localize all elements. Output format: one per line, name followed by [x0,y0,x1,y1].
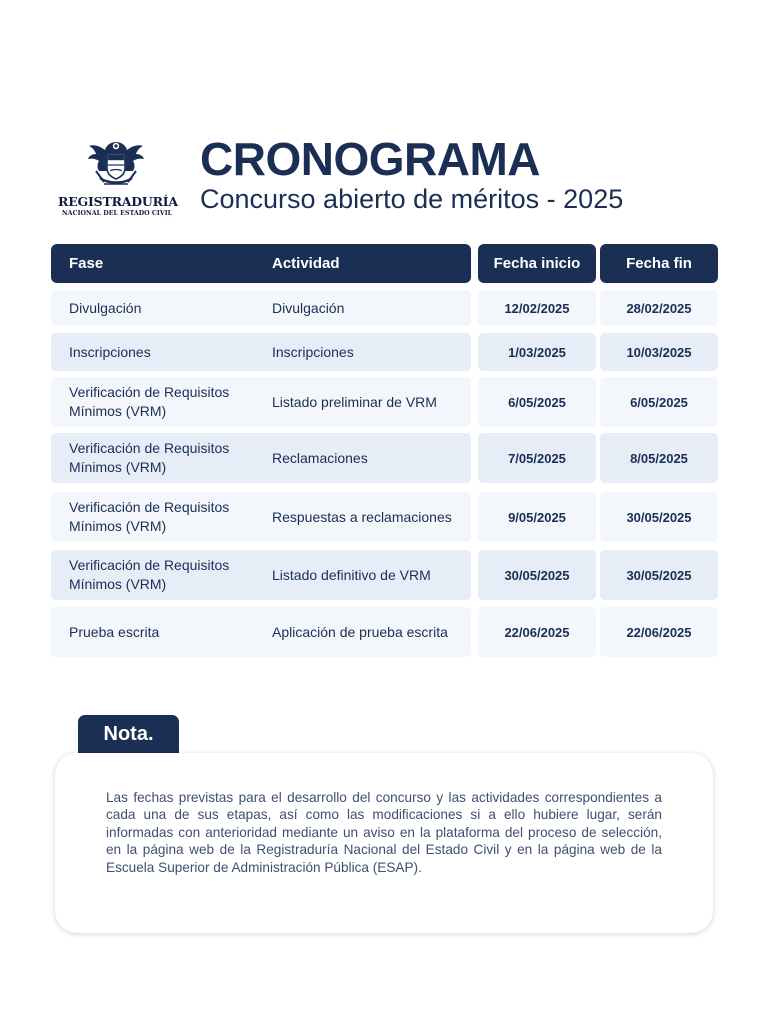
cell-fase: Inscripciones [69,343,151,360]
header-fase: Fase [69,255,104,272]
cell-actividad: Divulgación [272,299,345,316]
coat-of-arms-icon [86,138,146,190]
cell-fase-actividad [51,607,471,657]
table-row [51,550,718,600]
cell-actividad: Reclamaciones [272,449,368,466]
table-row [51,492,718,542]
cell-fase-actividad [51,550,471,600]
cell-fase: Verificación de Requisitos Mínimos (VRM) [69,499,230,534]
cell-fase: Verificación de Requisitos Mínimos (VRM) [69,440,230,475]
header-fecha-inicio: Fecha inicio [478,244,596,283]
cell-fase: Prueba escrita [69,623,160,640]
header-actividad: Actividad [272,255,340,272]
note-label: Nota. [78,715,179,757]
cell-fase-actividad [51,433,471,483]
cell-fecha-inicio: 22/06/2025 [478,607,596,657]
cell-actividad: Aplicación de prueba escrita [272,623,448,640]
table-row [51,607,718,657]
cell-fecha-inicio: 9/05/2025 [478,492,596,542]
logo-subtitle: NACIONAL DEL ESTADO CIVIL [61,210,173,217]
cell-fecha-fin: 30/05/2025 [600,492,718,542]
cell-fecha-inicio: 30/05/2025 [478,550,596,600]
header-fase-actividad [51,244,471,283]
table-row [51,333,718,371]
cell-fecha-fin: 30/05/2025 [600,550,718,600]
cell-fecha-fin: 28/02/2025 [600,290,718,326]
cell-fecha-fin: 10/03/2025 [600,333,718,371]
table-row [51,377,718,427]
logo-name: REGISTRADURÍA [58,194,178,209]
table-row [51,433,718,483]
page-header [58,132,728,232]
cell-fecha-inicio: 12/02/2025 [478,290,596,326]
cell-fase-actividad [51,333,471,371]
cell-fase: Verificación de Requisitos Mínimos (VRM) [69,557,230,592]
registraduria-logo [58,138,176,218]
page-title: CRONOGRAMA [200,133,540,185]
table-row [51,290,718,326]
cell-fase-actividad [51,492,471,542]
cell-actividad: Listado definitivo de VRM [272,566,431,583]
cell-actividad: Respuestas a reclamaciones [272,508,452,525]
note-text: Las fechas previstas para el desarrollo del concurso y las actividades correspondientes a cada una de sus etapas, así como las modificaciones si a ello hubiere lugar, serán informadas con anterioridad mediante un aviso en la plataforma del proceso de selección, en la página web de la Registraduría Nacional del Estado Civil y en la página web de la Escuela Superior de Administración Pública (ESAP). [106,790,662,875]
cell-fase: Divulgación [69,299,142,316]
schedule-table [51,244,718,640]
header-fecha-fin: Fecha fin [600,244,718,283]
note-box [55,753,713,933]
cell-fecha-inicio: 1/03/2025 [478,333,596,371]
cell-fecha-inicio: 7/05/2025 [478,433,596,483]
cell-fase: Verificación de Requisitos Mínimos (VRM) [69,384,230,419]
table-header [51,244,718,283]
page-subtitle: Concurso abierto de méritos - 2025 [200,184,624,214]
cell-fase-actividad [51,377,471,427]
cell-fecha-fin: 6/05/2025 [600,377,718,427]
cell-fecha-inicio: 6/05/2025 [478,377,596,427]
cell-actividad: Inscripciones [272,343,354,360]
cell-actividad: Listado preliminar de VRM [272,393,437,410]
cell-fecha-fin: 8/05/2025 [600,433,718,483]
cell-fecha-fin: 22/06/2025 [600,607,718,657]
cell-fase-actividad [51,290,471,326]
